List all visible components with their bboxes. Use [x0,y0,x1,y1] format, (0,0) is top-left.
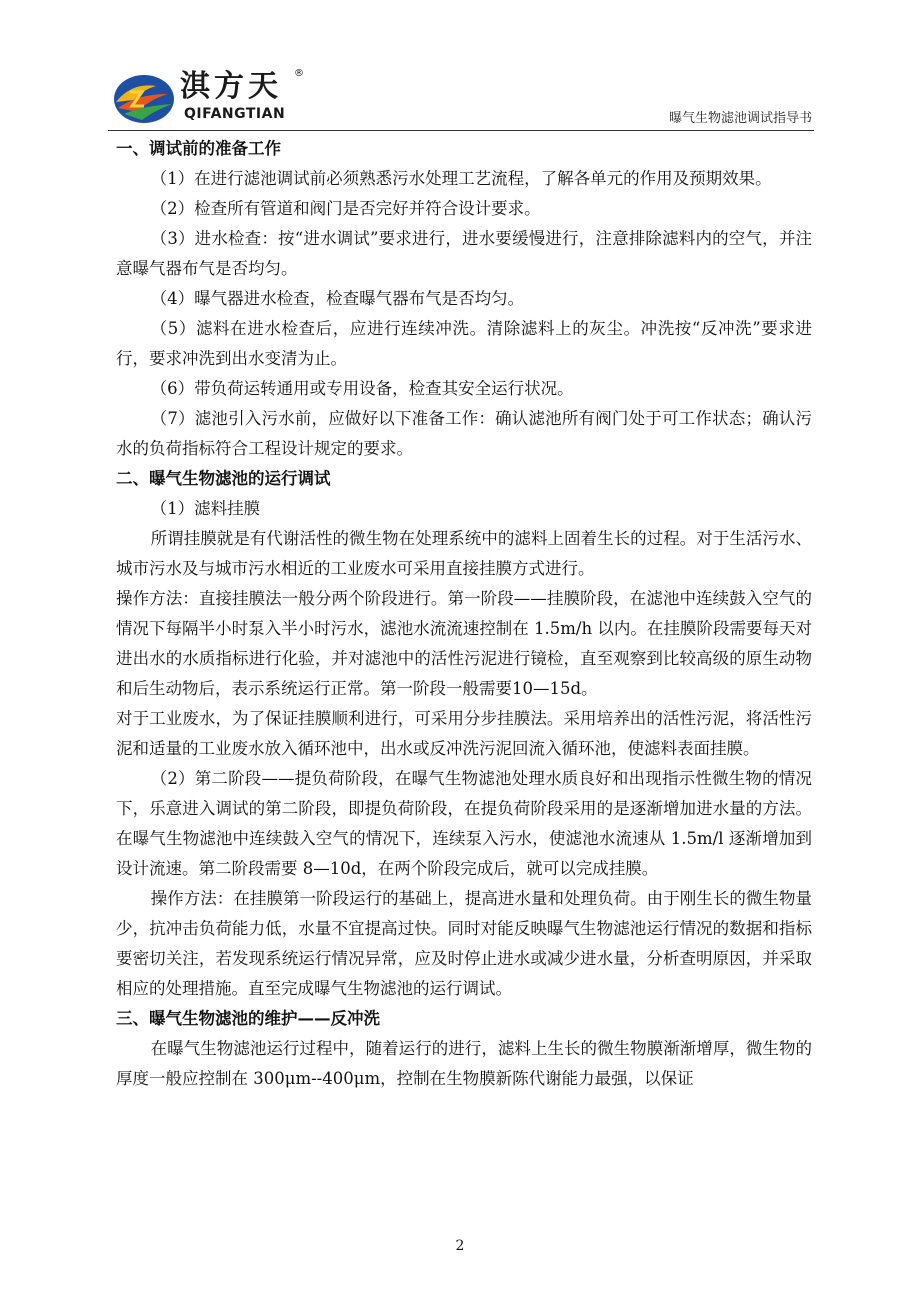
paragraph: （1）在进行滤池调试前必须熟悉污水处理工艺流程，了解各单元的作用及预期效果。 [150,169,772,188]
paragraph: （5）滤料在进水检查后，应进行连续冲洗。清除滤料上的灰尘。冲洗按“反冲洗”要求进行，要求冲洗到出水变清为止。 [116,319,812,368]
page-number: 2 [455,1238,465,1254]
paragraph: （1）滤料挂膜 [150,499,261,518]
section-heading: 二、曝气生物滤池的运行调试 [116,469,331,488]
section-heading: 一、调试前的准备工作 [116,139,281,158]
paragraph: （2）检查所有管道和阀门是否完好并符合设计要求。 [150,199,541,218]
document-body [116,134,812,1094]
logo-emblem-icon [112,72,176,126]
paragraph: （6）带负荷运转通用或专用设备，检查其安全运行状况。 [150,379,574,398]
paragraph: 所谓挂膜就是有代谢活性的微生物在处理系统中的滤料上固着生长的过程。对于生活污水、城市污水及与城市污水相近的工业废水可采用直接挂膜方式进行。 [116,529,812,578]
page-header [108,62,814,131]
brand-english-name: QIFANGTIAN [184,106,286,122]
paragraph: 在曝气生物滤池运行过程中，随着运行的进行，滤料上生长的微生物膜渐渐增厚，微生物的厚度一般应控制在 300μm--400μm，控制在生物膜新陈代谢能力最强，以保证 [116,1039,812,1088]
section-heading: 三、曝气生物滤池的维护——反冲洗 [116,1009,380,1028]
registered-mark: ® [294,68,304,79]
paragraph: （3）进水检查：按“进水调试”要求进行，进水要缓慢进行，注意排除滤料内的空气，并注意曝气器布气是否均匀。 [116,229,812,278]
brand-chinese-name: 淇方天 [180,69,282,104]
paragraph: 操作方法：在挂膜第一阶段运行的基础上，提高进水量和处理负荷。由于刚生长的微生物量少，抗冲击负荷能力低，水量不宜提高过快。同时对能反映曝气生物滤池运行情况的数据和指标要密切关注，若发现系统运行情况异常，应及时停止进水或减少进水量，分析查明原因，并采取相应的处理措施。直至完成曝气生物滤池的运行调试。 [116,889,812,998]
paragraph: 对于工业废水，为了保证挂膜顺利进行，可采用分步挂膜法。采用培养出的活性污泥，将活性污泥和适量的工业废水放入循环池中，出水或反冲洗污泥回流入循环池，使滤料表面挂膜。 [116,709,812,758]
company-logo [112,66,362,126]
document-title: 曝气生物滤池调试指导书 [668,111,812,126]
paragraph: （7）滤池引入污水前，应做好以下准备工作：确认滤池所有阀门处于可工作状态；确认污水的负荷指标符合工程设计规定的要求。 [116,409,812,458]
paragraph: （4）曝气器进水检查，检查曝气器布气是否均匀。 [150,289,525,308]
paragraph: （2）第二阶段——提负荷阶段，在曝气生物滤池处理水质良好和出现指示性微生物的情况下，乐意进入调试的第二阶段，即提负荷阶段，在提负荷阶段采用的是逐渐增加进水量的方法。在曝气生物滤池中连续鼓入空气的情况下，连续泵入污水，使滤池水流速从 1.5m/l 逐渐增加到设计流速。第二阶段需要 8—10d，在两个阶段完成后，就可以完成挂膜。 [116,769,812,878]
paragraph: 操作方法：直接挂膜法一般分两个阶段进行。第一阶段——挂膜阶段，在滤池中连续鼓入空气的情况下每隔半小时泵入半小时污水，滤池水流流速控制在 1.5m/h 以内。在挂膜阶段需要每天对进出水的水质指标进行化验，并对滤池中的活性污泥进行镜检，直至观察到比较高级的原生动物和后生动物后，表示系统运行正常。第一阶段一般需要10—15d。 [116,589,812,698]
